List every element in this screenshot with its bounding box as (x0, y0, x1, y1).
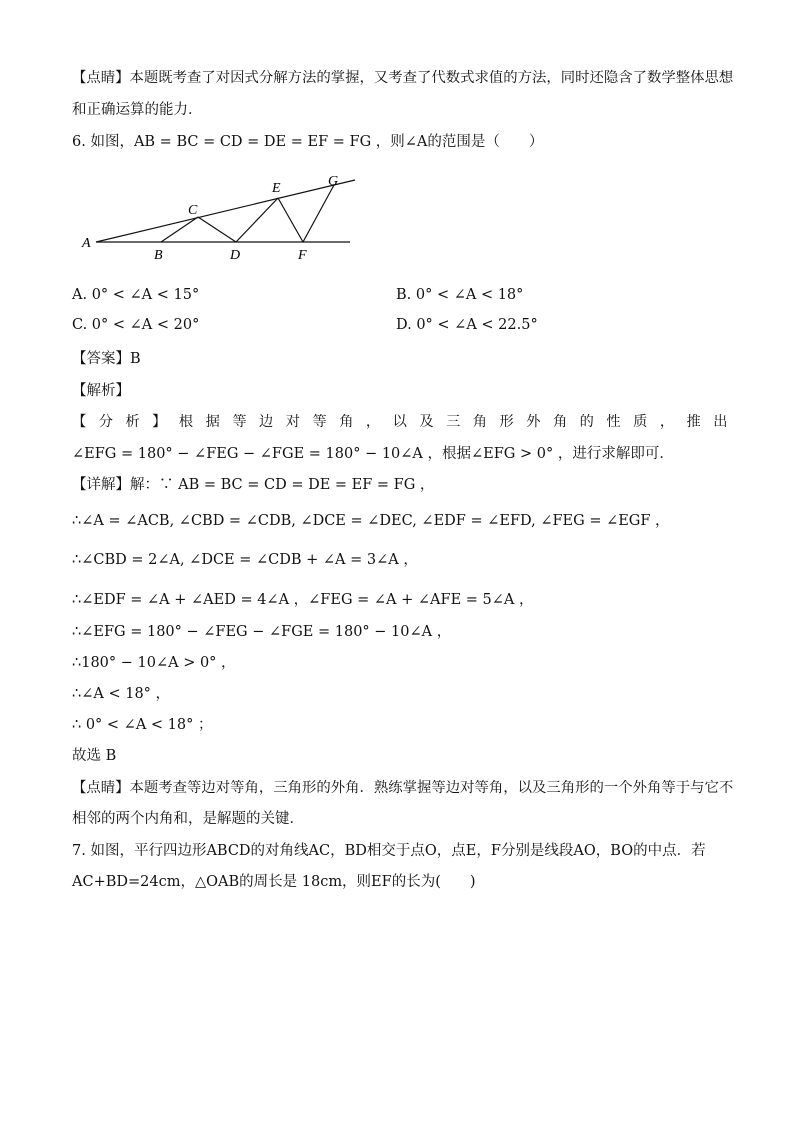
question-6-stem: 6. 如图，AB = BC = CD = DE = EF = FG ，则∠A的范围是（ ） (72, 134, 544, 150)
segment-cd (198, 217, 236, 242)
question-7-line-2: AC+BD=24cm，△OAB的周长是 18cm，则EF的长为( ) (72, 874, 476, 890)
detail-line-4: ∴∠EDF = ∠A + ∠AED = 4∠A ，∠FEG = ∠A + ∠AFE = 5∠A ， (72, 592, 534, 608)
label-b: B (154, 248, 163, 263)
detail-line-9: 故选 B (72, 748, 117, 764)
previous-note-line-1: 【点睛】本题既考查了对因式分解方法的掌握，又考查了代数式求值的方法，同时还隐含了数学整体思想 (72, 70, 734, 86)
previous-note-line-2: 和正确运算的能力． (72, 102, 203, 118)
label-a: A (82, 236, 91, 251)
detail-line-5: ∴∠EFG = 180° − ∠FEG − ∠FGE = 180° − 10∠A ， (72, 624, 452, 640)
detail-line-2: ∴∠A = ∠ACB, ∠CBD = ∠CDB, ∠DCE = ∠DEC, ∠EDF = ∠EFD, ∠FEG = ∠EGF ， (72, 513, 670, 529)
segment-de (236, 198, 278, 242)
detail-line-8: ∴ 0° < ∠A < 18° ； (72, 717, 213, 733)
option-d: D. 0° < ∠A < 22.5° (396, 317, 538, 333)
question-7-line-1: 7. 如图，平行四边形ABCD的对角线AC，BD相交于点O，点E，F分别是线段AO，BO的中点．若 (72, 843, 706, 859)
upper-line (96, 180, 355, 242)
label-c: C (188, 203, 198, 218)
option-a: A. 0° < ∠A < 15° (72, 287, 200, 303)
detail-line-7: ∴∠A < 18° ， (72, 686, 171, 702)
geometry-figure (78, 168, 368, 268)
label-f: F (298, 248, 307, 263)
label-e: E (272, 181, 281, 196)
option-c: C. 0° < ∠A < 20° (72, 317, 200, 333)
analysis-line-1: 【分析】根据等边对等角，以及三角形外角的性质，推出 (72, 414, 740, 430)
option-b: B. 0° < ∠A < 18° (396, 287, 524, 303)
answer-line: 【答案】B (72, 351, 141, 367)
analysis-heading: 【解析】 (72, 383, 130, 399)
segment-bc (161, 217, 198, 242)
detail-line-3: ∴∠CBD = 2∠A, ∠DCE = ∠CDB + ∠A = 3∠A ， (72, 552, 418, 568)
label-g: G (328, 174, 339, 189)
detail-line-1: 【详解】解：∵ AB = BC = CD = DE = EF = FG ， (72, 477, 435, 493)
analysis-line-2: ∠EFG = 180° − ∠FEG − ∠FGE = 180° − 10∠A ，根据∠EFG > 0° ，进行求解即可． (72, 446, 674, 462)
segment-ef (278, 198, 303, 242)
tip-line-1: 【点睛】本题考查等边对等角，三角形的外角．熟练掌握等边对等角，以及三角形的一个外角等于与它不 (72, 780, 734, 796)
detail-line-6: ∴180° − 10∠A > 0° ， (72, 655, 236, 671)
tip-line-2: 相邻的两个内角和，是解题的关键． (72, 811, 304, 827)
segment-fg (303, 185, 334, 242)
label-d: D (230, 248, 241, 263)
